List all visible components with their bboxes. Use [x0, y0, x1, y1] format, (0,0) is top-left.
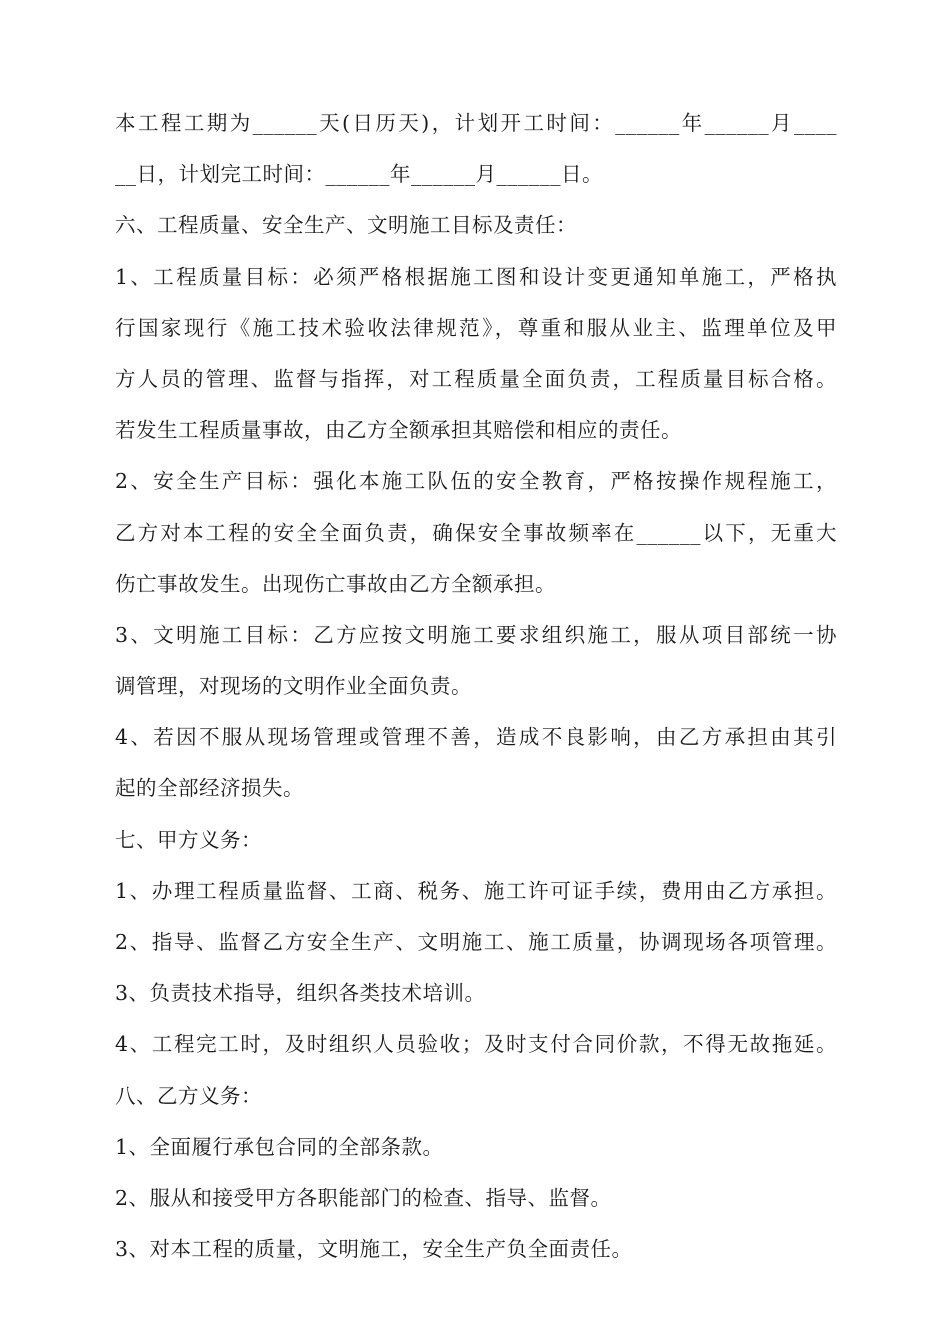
- document-page: [115, 100, 837, 1277]
- text-line: 本工程工期为______天(日历天)，计划开工时间：______年______月____: [115, 111, 837, 135]
- text-line: 2、服从和接受甲方各职能部门的检查、指导、监督。: [115, 1185, 612, 1210]
- text-line: 1、办理工程质量监督、工商、税务、施工许可证手续，费用由乙方承担。: [115, 878, 837, 903]
- text-line: 伤亡事故发生。出现伤亡事故由乙方全额承担。: [115, 571, 556, 596]
- text-line: 4、工程完工时，及时组织人员验收；及时支付合同价款，不得无故拖延。: [115, 1032, 837, 1057]
- text-line: 3、文明施工目标：乙方应按文明施工要求组织施工，服从项目部统一协: [115, 622, 837, 647]
- text-line: 乙方对本工程的安全全面负责，确保安全事故频率在______以下，无重大: [115, 520, 837, 545]
- text-line: 3、对本工程的质量，文明施工，安全生产负全面责任。: [115, 1237, 633, 1262]
- text-line: 调管理，对现场的文明作业全面负责。: [115, 674, 472, 699]
- text-line: 行国家现行《施工技术验收法律规范》，尊重和服从业主、监理单位及甲: [115, 315, 837, 340]
- text-line: 起的全部经济损失。: [115, 776, 304, 801]
- text-line: 3、负责技术指导，组织各类技术培训。: [115, 981, 486, 1006]
- text-line: 1、全面履行承包合同的全部条款。: [115, 1134, 444, 1159]
- section-heading: 八、乙方义务：: [115, 1083, 262, 1108]
- text-line: 2、安全生产目标：强化本施工队伍的安全教育，严格按操作规程施工，: [115, 469, 837, 494]
- section-heading: 六、工程质量、安全生产、文明施工目标及责任：: [115, 213, 577, 238]
- text-line: 若发生工程质量事故，由乙方全额承担其赔偿和相应的责任。: [115, 418, 682, 443]
- section-heading: 七、甲方义务：: [115, 827, 262, 852]
- text-line: 2、指导、监督乙方安全生产、文明施工、施工质量，协调现场各项管理。: [115, 930, 837, 954]
- text-line: 4、若因不服从现场管理或管理不善，造成不良影响，由乙方承担由其引: [115, 725, 837, 750]
- text-line: 方人员的管理、监督与指挥，对工程质量全面负责，工程质量目标合格。: [115, 366, 837, 391]
- text-line: __日，计划完工时间：______年______月______日。: [115, 162, 603, 187]
- text-line: 1、工程质量目标：必须严格根据施工图和设计变更通知单施工，严格执: [115, 264, 837, 289]
